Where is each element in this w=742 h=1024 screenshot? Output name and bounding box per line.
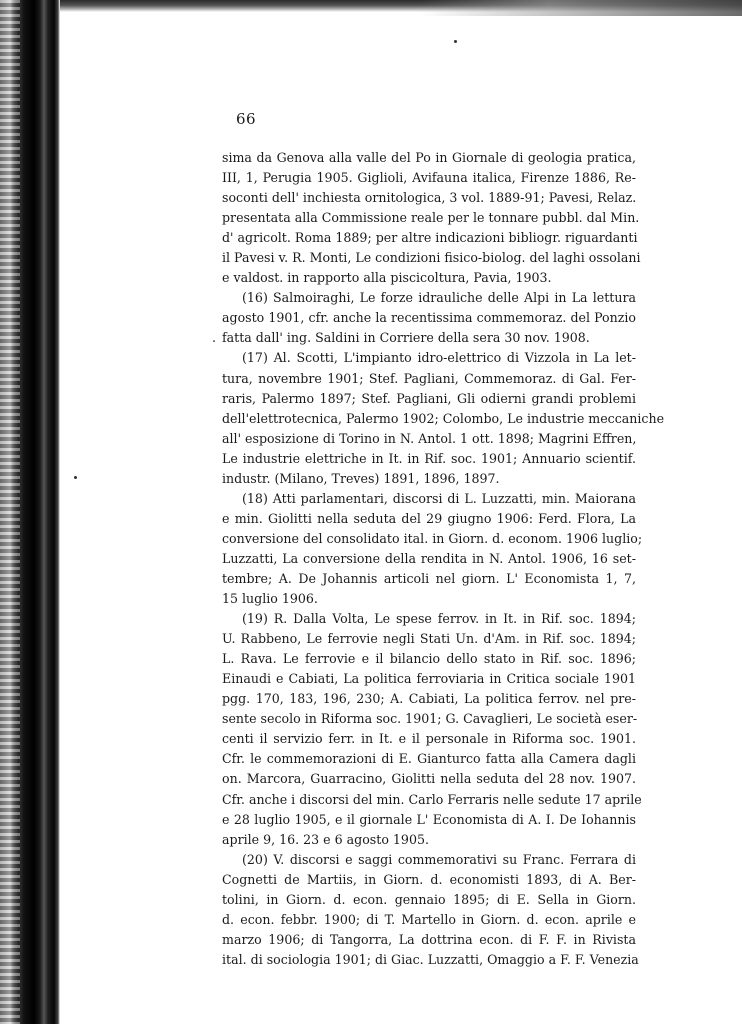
text-line: fatta dall' ing. Saldini in Corriere della sera 30 nov. 1908. . bbox=[222, 328, 636, 348]
text-line: III, 1, Perugia 1905. Giglioli, Avifauna italica, Firenze 1886, Re- bbox=[222, 170, 636, 186]
text-line: 15 luglio 1906. bbox=[222, 591, 318, 607]
text-line: sima da Genova alla valle del Po in Giornale di geologia pratica, bbox=[222, 150, 636, 165]
text-line: d' agricolt. Roma 1889; per altre indicazioni bibliogr. riguardanti bbox=[222, 230, 638, 246]
text-line: Cognetti de Martiis, in Giorn. d. economisti 1893, di A. Ber- bbox=[222, 871, 636, 887]
text-line: dell'elettrotecnica, Palermo 1902; Colombo, Le industrie meccaniche bbox=[222, 410, 665, 426]
text-line: tura, novembre 1901; Stef. Pagliani, Commemoraz. di Gal. Fer- bbox=[222, 370, 636, 386]
text-line: (16) Salmoiraghi, Le forze idrauliche delle Alpi in La lettura bbox=[242, 290, 636, 306]
scan-top-shadow bbox=[420, 0, 742, 16]
binding-texture bbox=[0, 0, 20, 1024]
text-line: ital. di sociologia 1901; di Giac. Luzzatti, Omaggio a F. F. Venezia bbox=[222, 951, 639, 967]
text-line: pgg. 170, 183, 196, 230; A. Cabiati, La politica ferrov. nel pre- bbox=[222, 691, 636, 707]
text-line: U. Rabbeno, Le ferrovie negli Stati Un. d'Am. in Rif. soc. 1894; bbox=[222, 631, 636, 647]
text-line: e 28 luglio 1905, e il giornale L' Economista di A. I. De Iohannis bbox=[222, 811, 636, 827]
text-line: (19) R. Dalla Volta, Le spese ferrov. in It. in Rif. soc. 1894; bbox=[242, 611, 636, 627]
text-line: tembre; A. De Johannis articoli nel giorn. L' Economista 1, 7, bbox=[222, 570, 636, 586]
ink-speck bbox=[454, 40, 457, 43]
text-line: raris, Palermo 1897; Stef. Pagliani, Gli odierni grandi problemi bbox=[222, 390, 636, 406]
text-line: tolini, in Giorn. d. econ. gennaio 1895; di E. Sella in Giorn. bbox=[222, 891, 636, 907]
footnotes-text-block bbox=[212, 148, 665, 970]
text-line: Cfr. le commemorazioni di E. Gianturco fatta alla Camera dagli bbox=[222, 751, 636, 767]
text-line: on. Marcora, Guarracino, Giolitti nella seduta del 28 nov. 1907. bbox=[222, 771, 636, 787]
text-line: Cfr. anche i discorsi del min. Carlo Ferraris nelle sedute 17 aprile bbox=[222, 791, 642, 807]
text-line: marzo 1906; di Tangorra, La dottrina econ. di F. F. in Rivista bbox=[222, 931, 636, 947]
text-line: Luzzatti, La conversione della rendita in N. Antol. 1906, 16 set- bbox=[222, 550, 636, 566]
text-line: L. Rava. Le ferrovie e il bilancio dello stato in Rif. soc. 1896; bbox=[222, 651, 636, 667]
text-line: presentata alla Commissione reale per le tonnare pubbl. dal Min. bbox=[222, 210, 640, 226]
text-line: centi il servizio ferr. in It. e il personale in Riforma soc. 1901. bbox=[222, 731, 636, 747]
text-line: agosto 1901, cfr. anche la recentissima commemoraz. del Ponzio bbox=[222, 310, 636, 326]
text-line: e valdost. in rapporto alla piscicoltura, Pavia, 1903. bbox=[222, 270, 552, 286]
text-line: industr. (Milano, Treves) 1891, 1896, 1897. bbox=[222, 470, 500, 486]
ink-speck bbox=[74, 476, 77, 479]
text-line: conversione del consolidato ital. in Giorn. d. econom. 1906 luglio; bbox=[222, 530, 643, 546]
text-line: Einaudi e Cabiati, La politica ferroviaria in Critica sociale 1901 bbox=[222, 671, 636, 687]
text-line: sente secolo in Riforma soc. 1901; G. Cavaglieri, Le società eser- bbox=[222, 711, 638, 727]
text-line: e min. Giolitti nella seduta del 29 giugno 1906: Ferd. Flora, La bbox=[222, 510, 636, 526]
text-line: (20) V. discorsi e saggi commemorativi su Franc. Ferrara di bbox=[242, 851, 636, 867]
text-line: soconti dell' inchiesta ornitologica, 3 vol. 1889-91; Pavesi, Relaz. bbox=[222, 190, 637, 206]
text-line: aprile 9, 16. 23 e 6 agosto 1905. bbox=[222, 831, 429, 847]
text-line: all' esposizione di Torino in N. Antol. 1 ott. 1898; Magrini Effren, bbox=[222, 430, 637, 446]
text-line: Le industrie elettriche in It. in Rif. soc. 1901; Annuario scientif. bbox=[222, 450, 636, 466]
page-number: 66 bbox=[236, 110, 257, 128]
text-line: il Pavesi v. R. Monti, Le condizioni fisico-biolog. del laghi ossolani bbox=[222, 250, 641, 266]
margin-mark: . bbox=[212, 330, 217, 346]
text-line: d. econ. febbr. 1900; di T. Martello in Giorn. d. econ. aprile e bbox=[222, 911, 636, 927]
text-line: (17) Al. Scotti, L'impianto idro-elettrico di Vizzola in La let- bbox=[242, 350, 636, 366]
text-line: (18) Atti parlamentari, discorsi di L. Luzzatti, min. Maiorana bbox=[242, 490, 636, 506]
